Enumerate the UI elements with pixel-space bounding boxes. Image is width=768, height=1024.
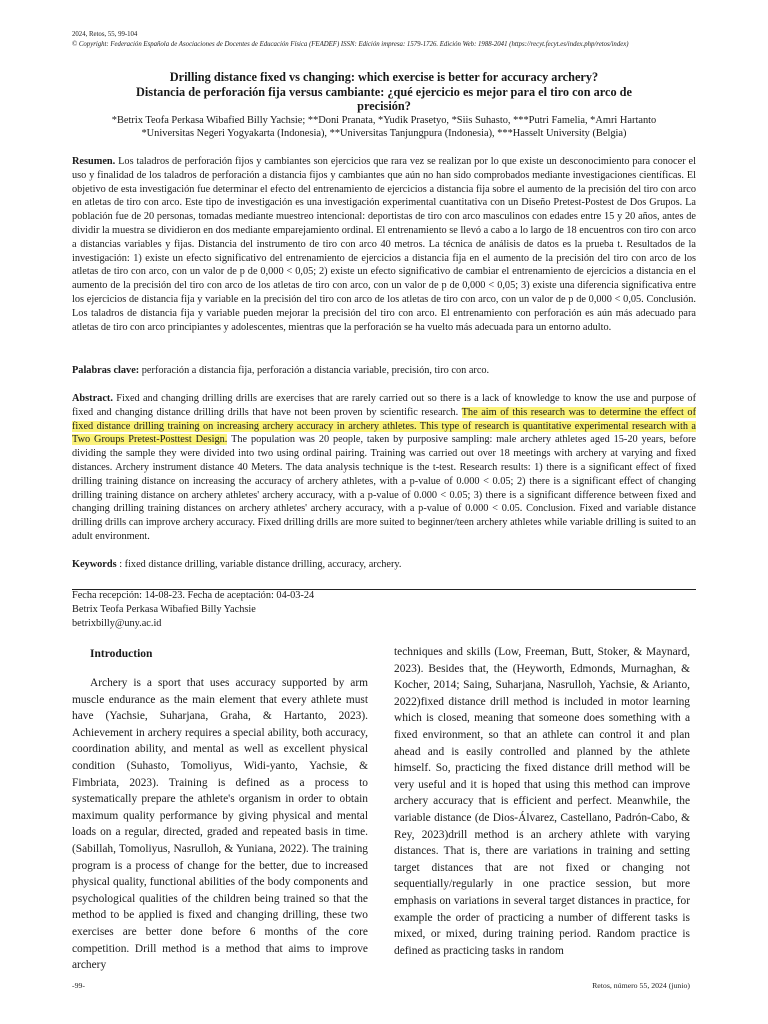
article-page — [72, 0, 696, 1024]
title-english: Drilling distance fixed vs changing: which exercise is better for accuracy archery? — [169, 70, 599, 84]
page-number: -99- — [72, 981, 85, 990]
body-column-right: techniques and skills (Low, Freeman, Butt, Stoker, & Maynard, 2023). Besides that, the (Heyworth, Edmonds, Murnaghan, & Kocher, 2014; Saing, Suharjana, Nasrulloh, Yachsie, & Arianto, 2022)fixed distance drill method is included in motor learning which is closed, meaning that someone does something with a fixed environment, so that an athlete can control it and plan ahead and is easily controlled and planned by the athlete himself. So, practicing the fixed distance drill method will be very useful and it is hoped that using this method can improve archery accuracy that is efficient and perfect. Meanwhile, the variable distance (de Dios-Álvarez, Castellano, Padrón-Cabo, & Rey, 2023)drill method is an archery athlete with varying distances. That is, there are variations in training and setting target distances that are not fixed or changing not sequentially/regularly in one practice session, but more emphasis on variations in several target distances in practice, for example the order of practicing a number of different tasks is mixed, or mixed, during training period. Random practice is defined as practicing tasks in random — [394, 646, 690, 957]
keywords-text: : fixed distance drilling, variable distance drilling, accuracy, archery. — [116, 559, 402, 570]
body-column-left — [72, 675, 368, 974]
abstract-text-part1: Fixed and changing drilling drills are exercises that are rarely carried out so there is a lack of knowledge to know the use and purpose of fixed and changing distance drilling drills that have not been proven by scientific research. — [72, 393, 696, 418]
intro-text-left: Archery is a sport that uses accuracy supported by arm muscle endurance as the main element that every athlete must have (Yachsie, Suharjana, Graha, & Hartanto, 2023). Achievement in archery requires a special ability, both accuracy, coordination ability, and mental as well as excellent physical condition (Suhasto, Tomoliyus, Widi-yanto, Yachsie, & Fimbriata, 2023). Training is defined as a process to systematically prepare the athlete's organism in order to obtain maximum quality performance by giving physical and mental loads on a regular, directed, graded and repeated basis in time. (Sabillah, Tomoliyus, Nasrulloh, & Yuniana, 2022). The training program is a process of change for the better, due to increased physical quality, functional abilities of the body components and psychological qualities of the children being trained so that the method to be applied is fixed and changing drilling, these two exercises are better done before 6 months of the core competition. Drill method is a method that aims to improve archery — [72, 677, 368, 972]
journal-citation: 2024, Retos, 55, 99-104 — [72, 31, 138, 38]
journal-footer: Retos, número 55, 2024 (junio) — [592, 981, 690, 990]
copyright-line: © Copyright: Federación Española de Asociaciones de Docentes de Educación Física (FEADEF) ISSN: Edición impresa: 1579-1726. Edición Web: 1988-2041 (https://recyt.fecyt.es/index.php/retos/index) — [72, 41, 629, 48]
keywords-label: Keywords — [72, 559, 117, 570]
abstract-paragraph — [72, 392, 696, 544]
resumen-label: Resumen. — [72, 156, 116, 167]
palabras-clave-paragraph — [72, 364, 696, 378]
author-list: *Betrix Teofa Perkasa Wibafied Billy Yachsie; **Doni Pranata, *Yudik Prasetyo, *Siis Suhasto, ***Putri Famelia, *Amri Hartanto — [111, 115, 657, 126]
resumen-paragraph — [72, 155, 696, 334]
introduction-heading: Introduction — [90, 648, 153, 660]
palabras-clave-text: perforación a distancia fija, perforación a distancia variable, precisión, tiro con arco. — [139, 365, 490, 376]
abstract-label: Abstract. — [72, 393, 113, 404]
author-affiliations: *Universitas Negeri Yogyakarta (Indonesia), **Universitas Tanjungpura (Indonesia), ***Hasselt University (Belgia) — [141, 128, 627, 139]
title-spanish-line1: Distancia de perforación fija versus cambiante: ¿qué ejercicio es mejor para el tiro con arco de — [136, 85, 632, 99]
resumen-text: Los taladros de perforación fijos y cambiantes son ejercicios que rara vez se realizan por lo que existe un desconocimiento para conocer el uso y finalidad de los taladros de perforación a distancia fijos y cambiantes que aún no han sido comprobados mediante investigaciones científicas. El objetivo de esta investigación fue determinar el efecto del entrenamiento de ejercicios a distancia fija sobre el aumento de la precisión del tiro con arco en atletas de tiro con arco. Este tipo de investigación es una investigación experimental cuantitativa con un Diseño Pretest-Postest de Dos Grupos. La población fue de 20 personas, tomadas mediante muestreo intencional: deportistas de tiro con arco masculinos con edades entre 15 y 20 años, antes de dividir la muestra se dividieron en dos mediante emparejamiento ordinal. El entrenamiento se llevó a cabo a lo largo de 18 encuentros con tiro con arco a distancias variables y fijas. Distancia del instrumento de tiro con arco 40 metros. La técnica de análisis de datos es la prueba t. Resultados de la investigación: 1) existe un efecto significativo del entrenamiento de ejercicios a distancia fija en el aumento de la precisión del tiro con arco de los atletas de tiro con arco, con un valor de p de 0,000 < 0,05; 2) existe un efecto significativo de cambiar el entrenamiento de ejercicios a distancia en el aumento de la precisión del tiro con arco de los atletas de tiro con arco, con un valor de p de 0,000 < 0,05; 3) existe una diferencia significativa entre los ejercicios de distancia fija y variable en la precisión del tiro con arco de los atletas de tiro con arco, con un valor de p de 0,000 < 0,05. Conclusión. Los taladros de distancia fija y variable pueden mejorar la precisión del tiro con arco. El entrenamiento con perforación es aún más adecuado para atletas de tiro con arco principiantes y adolescentes, mientras que la perforación se ha vuelto más adecuada para un entorno adulto. — [72, 156, 696, 333]
palabras-clave-label: Palabras clave: — [72, 365, 140, 376]
abstract-highlighted-text: The aim of this research was to determine the effect of fixed distance drilling training on increasing archery accuracy in archery athletes. This type of research is quantitative experimental research with a Two Groups Pretest-Posttest Design. — [72, 406, 697, 446]
corresponding-author: Betrix Teofa Perkasa Wibafied Billy Yachsie — [72, 604, 256, 615]
abstract-text-part2: The population was 20 people, taken by purposive sampling: male archery athletes aged 15-20 years, before dividing the sample they were divided into two using ordinal pairing. Training was carried out over 18 meetings with archery at varying and fixed distances. Archery instrument distance 40 Meters. The data analysis technique is the t-test. Research results: 1) there is a significant effect of fixed drilling training distance on increasing the accuracy of archery athletes, with a p-value of 0.000 < 0.05; 2) there is a significant effect of changing drilling training distance on archery athletes' archery accuracy, with a p-value of 0.000 < 0.05; 3) there is a significant difference between fixed and changing drilling training distances on archery athletes' archery accuracy, with a p-value of 0.000 < 0.05. Conclusion. Fixed and variable distance drilling drills can improve archery accuracy. Fixed drilling drills are more suited to beginner/teen archery athletes while variable drilling is suited to an adult environment. — [72, 434, 696, 542]
reception-dates: Fecha recepción: 14-08-23. Fecha de aceptación: 04-03-24 — [72, 590, 315, 601]
keywords-paragraph — [72, 558, 696, 572]
author-email: betrixbilly@uny.ac.id — [72, 618, 162, 629]
title-spanish-line2: precisión? — [357, 99, 411, 113]
